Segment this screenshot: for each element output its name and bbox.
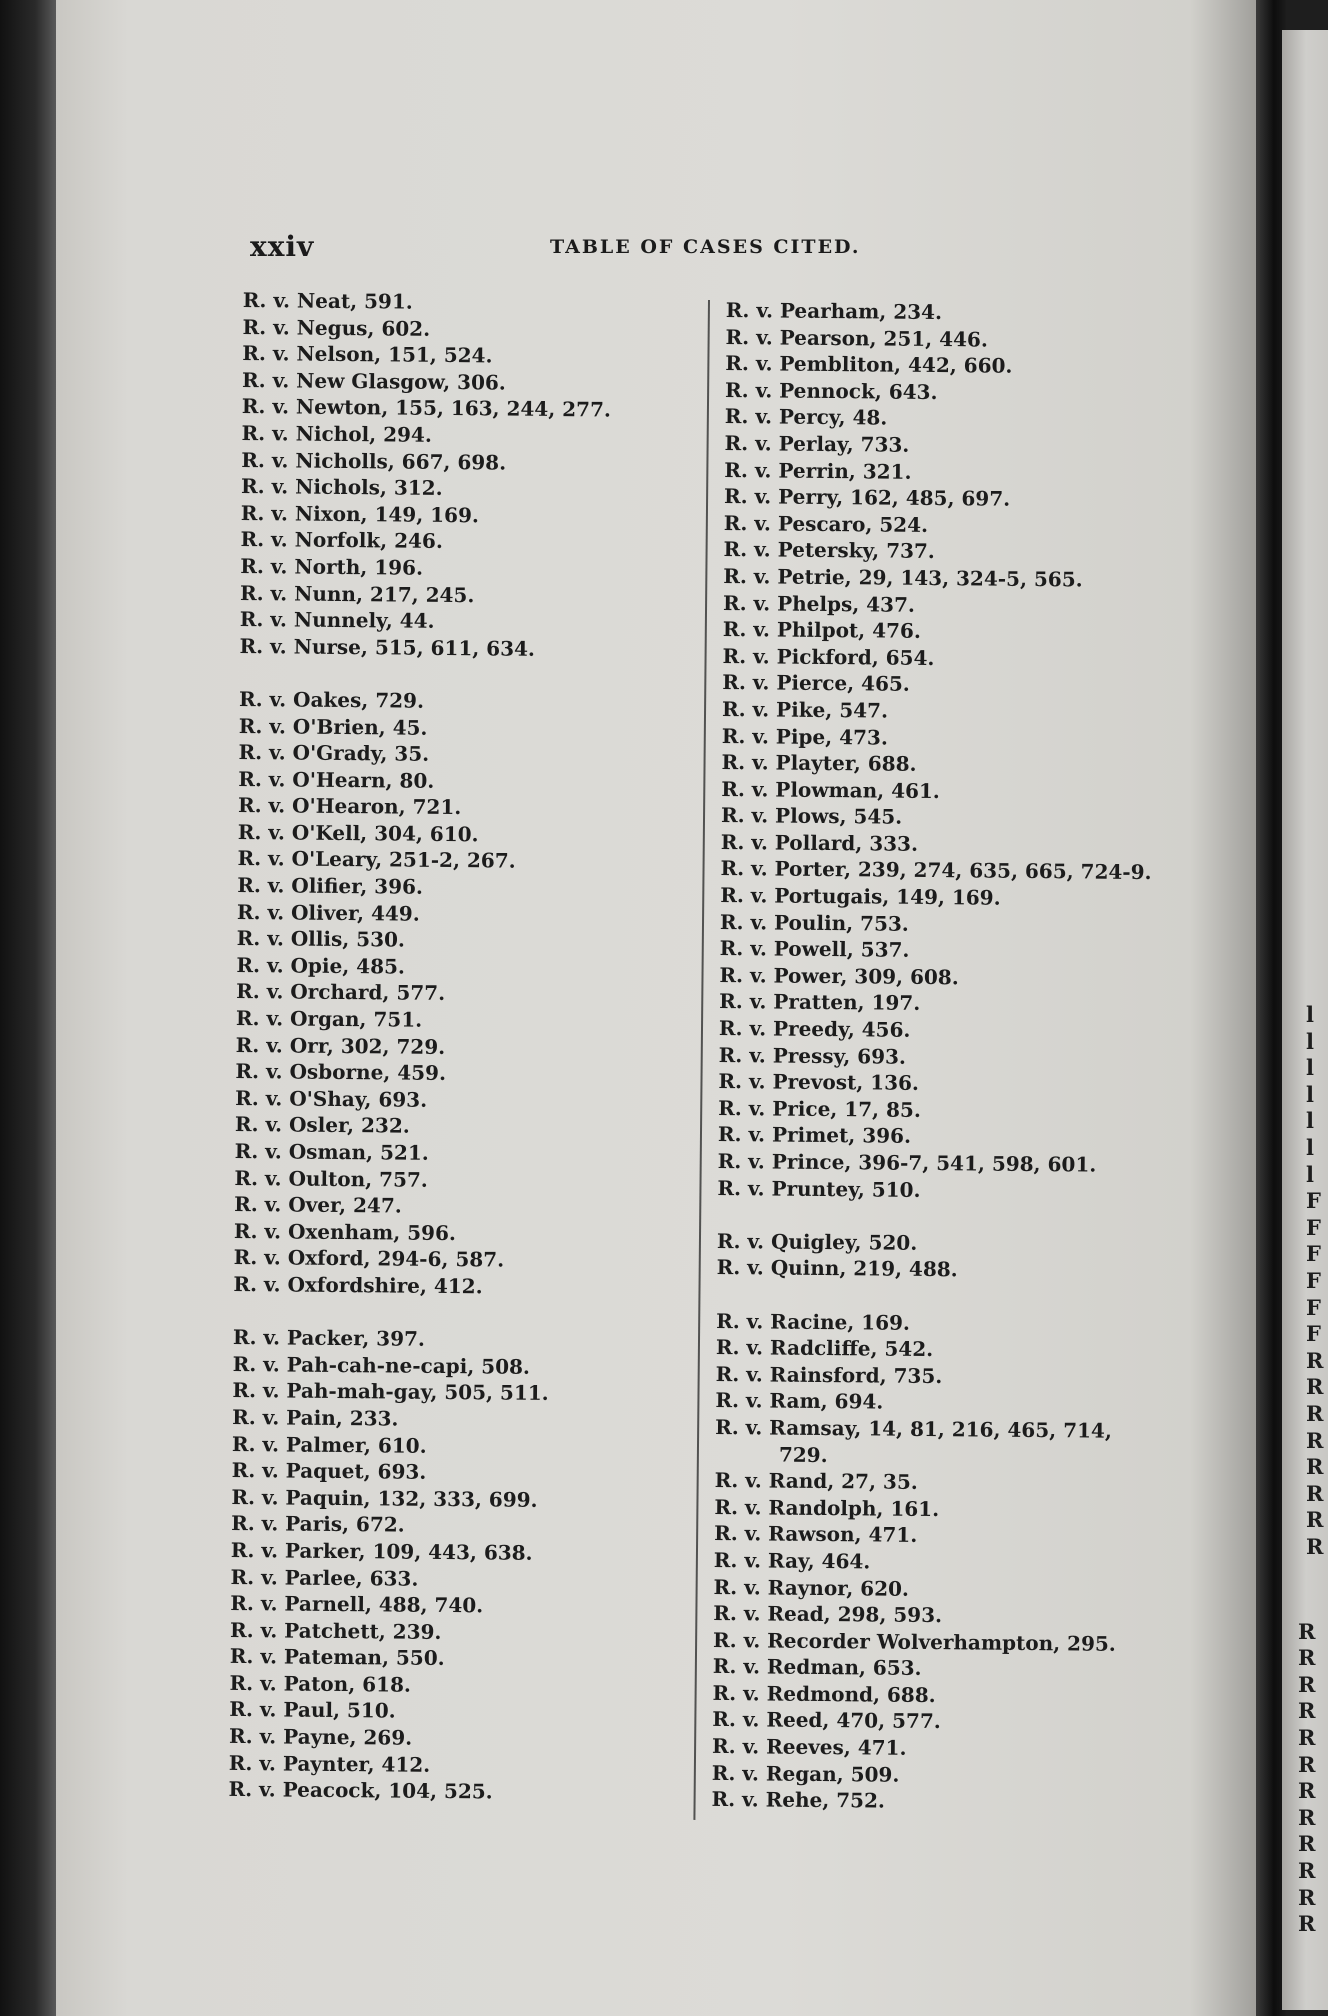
case-entry: R. v. Osler, 232. xyxy=(234,1112,410,1139)
book-page-edges xyxy=(0,0,64,2016)
case-entry: R. v. Philpot, 476. xyxy=(722,617,921,644)
section-gap xyxy=(233,1298,653,1329)
case-entry: R. v. O'Hearn, 80. xyxy=(238,766,435,793)
case-entry: R. v. Reeves, 471. xyxy=(711,1733,907,1760)
case-entry: R. v. Nunnely, 44. xyxy=(239,607,435,633)
case-entry: R. v. Racine, 169. xyxy=(716,1308,911,1335)
case-entry: R. v. Nichol, 294. xyxy=(241,420,432,447)
case-entry: R. v. Primet, 396. xyxy=(717,1122,912,1149)
facing-page-letter: R xyxy=(1298,1698,1316,1724)
facing-page-letter: R xyxy=(1306,1480,1324,1506)
case-entry: R. v. Nicholls, 667, 698. xyxy=(241,447,507,475)
case-entry: R. v. Olifier, 396. xyxy=(237,873,424,899)
facing-page-letter: R xyxy=(1306,1374,1324,1400)
case-entry: R. v. Pike, 547. xyxy=(721,696,889,723)
case-entry: R. v. Redman, 653. xyxy=(712,1654,922,1681)
case-entry: R. v. Rand, 27, 35. xyxy=(714,1468,918,1495)
case-entry: R. v. Parlee, 633. xyxy=(230,1564,419,1591)
facing-page-letter: R xyxy=(1306,1427,1324,1453)
facing-page-letter: R xyxy=(1306,1534,1324,1559)
case-entry: R. v. Opie, 485. xyxy=(236,952,406,979)
facing-page-letter: R xyxy=(1298,1645,1316,1671)
case-entry: R. v. Plowman, 461. xyxy=(721,776,940,803)
case-entry: R. v. Pipe, 473. xyxy=(721,723,888,750)
case-entry: R. v. Quigley, 520. xyxy=(716,1228,918,1255)
case-entry: R. v. Nichols, 312. xyxy=(240,474,443,501)
case-entry: R. v. Pickford, 654. xyxy=(722,643,935,670)
case-entry: R. v. Over, 247. xyxy=(234,1192,402,1218)
case-entry: R. v. Packer, 397. xyxy=(232,1325,426,1351)
facing-page-letter: l xyxy=(1306,1028,1314,1054)
case-entry: R. v. Reed, 470, 577. xyxy=(712,1707,941,1734)
case-entry: R. v. Oxfordshire, 412. xyxy=(233,1271,483,1299)
case-entry: R. v. Orchard, 577. xyxy=(236,979,446,1006)
running-title: TABLE OF CASES CITED. xyxy=(550,236,861,258)
case-entry: R. v. Petrie, 29, 143, 324-5, 565. xyxy=(723,563,1083,592)
case-entry: R. v. Pembliton, 442, 660. xyxy=(725,351,1013,378)
left-column-case-list xyxy=(228,287,663,1807)
case-entry: R. v. Power, 309, 608. xyxy=(719,962,959,990)
case-entry: R. v. Rehe, 752. xyxy=(711,1787,886,1813)
facing-page-letter: R xyxy=(1298,1725,1316,1750)
case-entry: R. v. Phelps, 437. xyxy=(722,590,916,617)
facing-page-letter: R xyxy=(1306,1401,1324,1426)
right-column-case-list xyxy=(711,297,1206,1817)
case-entry: R. v. Paquin, 132, 333, 699. xyxy=(231,1484,538,1512)
page-header xyxy=(250,230,1150,264)
case-entry: R. v. Patchett, 239. xyxy=(229,1617,442,1644)
facing-page-letter: R xyxy=(1306,1507,1324,1533)
case-entry: R. v. Prevost, 136. xyxy=(718,1069,920,1096)
facing-page-letter: l xyxy=(1306,1055,1314,1081)
case-entry: R. v. Pearson, 251, 446. xyxy=(725,324,988,352)
case-entry: R. v. Plows, 545. xyxy=(720,803,903,829)
case-entry: R. v. Norfolk, 246. xyxy=(240,527,443,554)
case-entry: R. v. Oulton, 757. xyxy=(234,1165,428,1192)
case-entry: R. v. Price, 17, 85. xyxy=(718,1095,921,1122)
case-entry: R. v. Pah-mah-gay, 505, 511. xyxy=(232,1378,549,1406)
case-entry: R. v. Oxenham, 596. xyxy=(233,1218,457,1245)
case-entry: R. v. Powell, 537. xyxy=(719,936,910,963)
case-entry: R. v. Quinn, 219, 488. xyxy=(716,1255,958,1282)
case-entry: R. v. Ollis, 530. xyxy=(236,926,406,952)
case-entry: R. v. Portugais, 149, 169. xyxy=(720,883,1001,910)
case-entry: R. v. Pressy, 693. xyxy=(718,1042,907,1069)
case-entry: R. v. Pruntey, 510. xyxy=(717,1175,921,1202)
case-entry: R. v. Regan, 509. xyxy=(711,1760,900,1787)
case-entry: R. v. Paton, 618. xyxy=(229,1670,412,1697)
case-entry: R. v. O'Grady, 35. xyxy=(238,740,430,766)
facing-page-letter: F xyxy=(1306,1188,1321,1214)
facing-page-letter: R xyxy=(1298,1858,1316,1883)
facing-page-letter: l xyxy=(1306,1108,1314,1134)
case-entry: R. v. Preedy, 456. xyxy=(718,1015,911,1042)
case-entry: R. v. Paris, 672. xyxy=(231,1511,405,1537)
case-entry: R. v. Osborne, 459. xyxy=(235,1059,447,1086)
case-entry: R. v. Rainsford, 735. xyxy=(715,1361,943,1388)
case-entry: R. v. Oxford, 294-6, 587. xyxy=(233,1245,505,1272)
case-entry: R. v. Ram, 694. xyxy=(715,1388,884,1414)
case-entry: R. v. O'Leary, 251-2, 267. xyxy=(237,846,516,874)
case-entry: R. v. Nunn, 217, 245. xyxy=(239,580,475,607)
facing-page-letter: l xyxy=(1306,1081,1314,1107)
case-entry: R. v. Peacock, 104, 525. xyxy=(228,1777,493,1804)
case-entry: R. v. Pollard, 333. xyxy=(720,829,919,856)
case-entry: R. v. Petersky, 737. xyxy=(723,537,935,564)
case-entry: R. v. Osman, 521. xyxy=(234,1138,429,1165)
facing-page-letter: l xyxy=(1306,1002,1314,1027)
case-entry: R. v. Porter, 239, 274, 635, 665, 724-9. xyxy=(720,856,1152,885)
case-entry: R. v. Parker, 109, 443, 638. xyxy=(230,1537,533,1565)
case-entry: R. v. Oakes, 729. xyxy=(238,686,425,713)
facing-page-letter: F xyxy=(1306,1294,1321,1320)
facing-page-letter: R xyxy=(1298,1751,1316,1777)
case-entry: R. v. Pateman, 550. xyxy=(229,1644,445,1671)
case-entry: R. v. Recorder Wolverhampton, 295. xyxy=(712,1627,1116,1656)
facing-page-letter: F xyxy=(1306,1321,1321,1347)
case-entry: R. v. Perlay, 733. xyxy=(724,430,910,457)
facing-page-letter: R xyxy=(1298,1911,1316,1937)
case-entry: R. v. O'Shay, 693. xyxy=(235,1085,428,1112)
case-entry: R. v. Orr, 302, 729. xyxy=(235,1032,446,1059)
case-entry: R. v. Negus, 602. xyxy=(242,314,431,341)
facing-page-letter: R xyxy=(1298,1618,1316,1644)
facing-page-letter: R xyxy=(1306,1454,1324,1480)
case-entry: R. v. Pierce, 465. xyxy=(722,670,910,697)
facing-page-letter: F xyxy=(1306,1241,1321,1267)
facing-page-letter: R xyxy=(1298,1831,1316,1857)
facing-page-letter: l xyxy=(1306,1135,1314,1160)
case-entry: R. v. Paquet, 693. xyxy=(231,1458,427,1484)
case-entry: R. v. Redmond, 688. xyxy=(712,1680,936,1707)
case-entry: R. v. North, 196. xyxy=(240,553,424,580)
case-entry: R. v. Pah-cah-ne-capi, 508. xyxy=(232,1351,531,1379)
facing-page-letter: F xyxy=(1306,1268,1321,1293)
facing-page-letter: l xyxy=(1306,1161,1314,1187)
facing-page-letter: R xyxy=(1298,1671,1316,1697)
case-entry: R. v. Percy, 48. xyxy=(724,404,888,430)
case-entry: R. v. Pescaro, 524. xyxy=(723,510,929,537)
case-entry: R. v. Read, 298, 593. xyxy=(713,1601,943,1628)
facing-page-letter: R xyxy=(1298,1778,1316,1804)
facing-page-letter: R xyxy=(1306,1347,1324,1373)
case-entry: R. v. Newton, 155, 163, 244, 277. xyxy=(241,394,612,422)
case-entry: R. v. Nelson, 151, 524. xyxy=(242,341,493,368)
section-gap xyxy=(239,659,659,690)
case-entry: R. v. Ramsay, 14, 81, 216, 465, 714, xyxy=(715,1414,1112,1443)
case-entry: R. v. O'Brien, 45. xyxy=(238,713,428,740)
case-entry: R. v. Perry, 162, 485, 697. xyxy=(723,484,1011,511)
facing-page-letter: R xyxy=(1298,1804,1316,1830)
case-entry: R. v. Radcliffe, 542. xyxy=(715,1335,934,1362)
case-entry: R. v. Organ, 751. xyxy=(235,1005,423,1032)
page-number: xxiv xyxy=(250,230,315,263)
case-entry: R. v. Poulin, 753. xyxy=(719,909,909,936)
case-entry: R. v. Perrin, 321. xyxy=(724,457,912,484)
case-entry: R. v. Paynter, 412. xyxy=(228,1750,431,1777)
case-entry: R. v. Rawson, 471. xyxy=(714,1521,918,1548)
case-entry: R. v. Playter, 688. xyxy=(721,750,917,776)
case-entry: R. v. Neat, 591. xyxy=(242,287,413,314)
case-entry: R. v. New Glasgow, 306. xyxy=(241,367,506,395)
case-entry: R. v. Prince, 396-7, 541, 598, 601. xyxy=(717,1148,1097,1177)
case-entry: R. v. Parnell, 488, 740. xyxy=(230,1591,484,1618)
case-entry: R. v. O'Hearon, 721. xyxy=(237,793,462,820)
case-entry-continuation: 729. xyxy=(778,1442,828,1467)
case-entry: R. v. Raynor, 620. xyxy=(713,1574,910,1601)
case-entry: R. v. Palmer, 610. xyxy=(231,1431,427,1458)
case-entry: R. v. O'Kell, 304, 610. xyxy=(237,819,479,847)
case-entry: R. v. Payne, 269. xyxy=(228,1723,413,1750)
facing-page-letter: F xyxy=(1306,1214,1321,1240)
case-entry: R. v. Pearham, 234. xyxy=(725,297,943,325)
case-entry: R. v. Oliver, 449. xyxy=(236,899,420,926)
case-entry: R. v. Nixon, 149, 169. xyxy=(240,500,480,528)
case-entry: R. v. Pennock, 643. xyxy=(724,377,938,404)
case-entry: R. v. Nurse, 515, 611, 634. xyxy=(239,633,536,661)
case-entry: R. v. Ray, 464. xyxy=(713,1547,871,1574)
facing-page-letter: R xyxy=(1298,1884,1316,1910)
case-entry: R. v. Pratten, 197. xyxy=(719,989,921,1016)
case-entry: R. v. Randolph, 161. xyxy=(714,1494,940,1521)
case-entry: R. v. Paul, 510. xyxy=(229,1697,396,1723)
case-entry: R. v. Pain, 233. xyxy=(232,1404,399,1431)
